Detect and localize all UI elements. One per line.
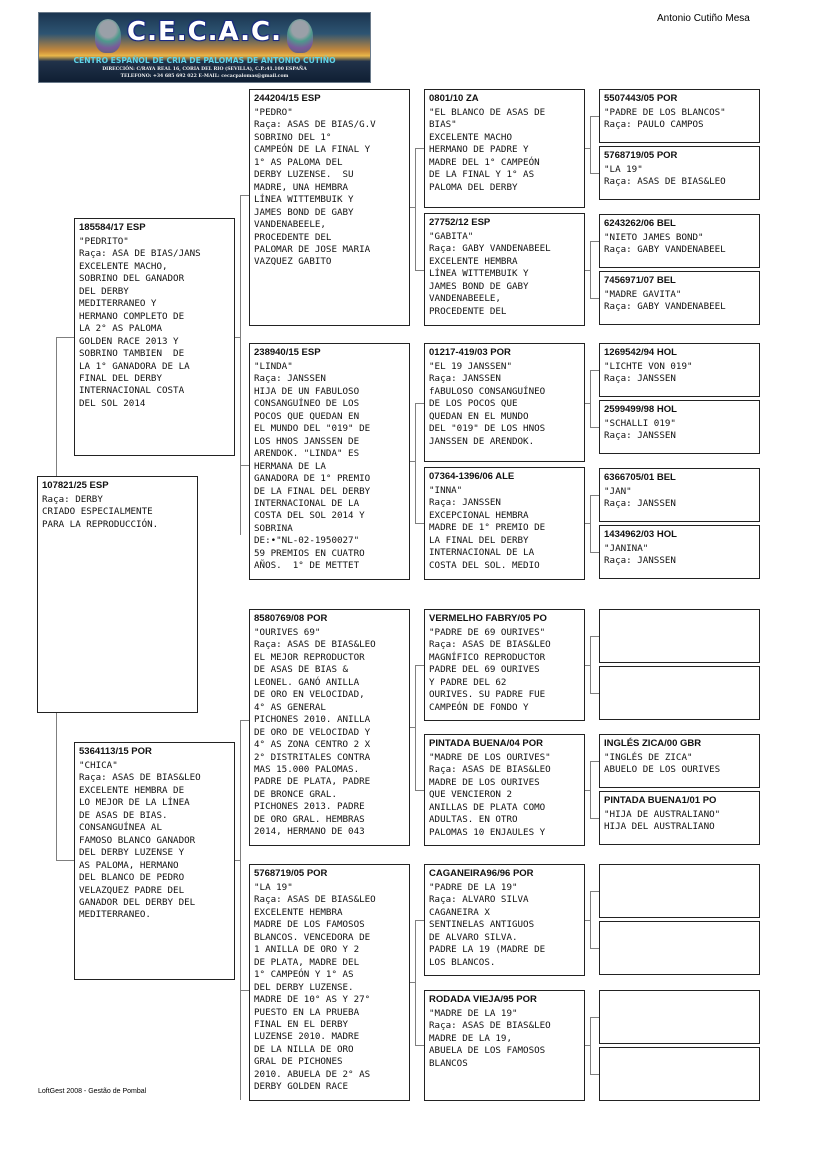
- grandparent-box[interactable]: [249, 864, 410, 1101]
- ring-number: 238940/15 ESP: [254, 347, 321, 358]
- connector-line: [590, 761, 599, 762]
- ring-number: RODADA VIEJA/95 POR: [429, 994, 537, 1005]
- bird-description: "OURIVES 69" Raça: ASAS DE BIAS&LEO EL MEJOR REPRODUCTOR DE ASAS DE BIAS & LEONEL. GANÓ ANILLA DE ORO EN VELOCIDAD, 4° AS GENERAL PICHONES 2010. ANILLA DE ORO DE VELOCIDAD Y 4° AS ZONA CENTRO 2 X 2° DISTRITALES CONTRA MAS 15.000 PALOMAS. PADRE DE PLATA, PADRE DE BRONCE GRAL. PICHONES 2013. PADRE DE ORO GRAL. HEMBRAS 2014, HERMANO DE 043: [254, 627, 376, 838]
- connector-line: [415, 270, 424, 271]
- connector-line: [415, 665, 416, 790]
- bird-description: "NIETO JAMES BOND" Raça: GABY VANDENABEEL: [604, 232, 726, 256]
- grandparent-box[interactable]: [249, 609, 410, 846]
- ring-number: 107821/25 ESP: [42, 480, 109, 491]
- bird-description: "JAN" Raça: JANSSEN: [604, 486, 676, 510]
- bird-description: "SCHALLI 019" Raça: JANSSEN: [604, 418, 676, 442]
- gen4-ancestor-box[interactable]: [599, 734, 760, 788]
- mother-box[interactable]: [74, 742, 235, 980]
- connector-line: [590, 636, 591, 693]
- ring-number: 5768719/05 POR: [254, 868, 328, 879]
- logo-subtitle: CENTRO ESPAÑOL DE CRIA DE PALOMAS DE ANTONIO CUTIÑO: [73, 56, 336, 65]
- ring-number: 5768719/05 POR: [604, 150, 678, 161]
- great-grandparent-box[interactable]: [424, 89, 585, 208]
- ring-number: 07364-1396/06 ALE: [429, 471, 515, 482]
- ring-number: 8580769/08 POR: [254, 613, 328, 624]
- gen4-ancestor-box[interactable]: [599, 609, 760, 663]
- gen4-ancestor-box[interactable]: [599, 791, 760, 845]
- great-grandparent-box[interactable]: [424, 990, 585, 1101]
- bird-description: "LA 19" Raça: ASAS DE BIAS&LEO: [604, 164, 726, 188]
- ring-number: 1434962/03 HOL: [604, 529, 677, 540]
- grandparent-box[interactable]: [249, 89, 410, 326]
- bird-description: "MADRE DE LA 19" Raça: ASAS DE BIAS&LEO MADRE DE LA 19, ABUELA DE LOS FAMOSOS BLANCOS: [429, 1008, 551, 1069]
- ring-number: 2599499/98 HOL: [604, 404, 677, 415]
- bird-description: "LA 19" Raça: ASAS DE BIAS&LEO EXCELENTE HEMBRA MADRE DE LOS FAMOSOS BLANCOS. VENCEDORA DE 1 ANILLA DE ORO Y 2 DE PLATA, MADRE DEL 1° CAMPEÓN Y 1° AS DEL DERBY LUZENSE. MADRE DE 10° AS Y 27° PUESTO EN LA PRUEBA FINAL EN EL DERBY LUZENSE 2010. MADRE DE LA NILLA DE ORO GRAL DE PICHONES 2010. ABUELA DE 2° AS DERBY GOLDEN RACE: [254, 882, 376, 1093]
- connector-line: [415, 148, 424, 149]
- bird-description: "EL BLANCO DE ASAS DE BIAS" EXCELENTE MACHO HERMANO DE PADRE Y MADRE DEL 1° CAMPEÓN DE LA FINAL Y 1° AS PALOMA DEL DERBY: [429, 107, 546, 193]
- connector-line: [590, 495, 599, 496]
- connector-line: [590, 552, 599, 553]
- gen4-ancestor-box[interactable]: [599, 271, 760, 325]
- connector-line: [415, 665, 424, 666]
- bird-description: "GABITA" Raça: GABY VANDENABEEL EXCELENTE HEMBRA LÍNEA WITTEMBUIK Y JAMES BOND DE GABY VANDENABEELE, PROCEDENTE DEL: [429, 231, 551, 317]
- club-logo: [38, 12, 371, 83]
- bird-description: "INNA" Raça: JANSSEN EXCEPCIONAL HEMBRA MADRE DE 1° PREMIO DE LA FINAL DEL DERBY INTERNACIONAL DE LA COSTA DEL SOL. MEDIO: [429, 485, 546, 571]
- bird-description: "PADRE DE LA 19" Raça: ALVARO SILVA CAGANEIRA X SENTINELAS ANTIGUOS DE ALVARO SILVA. PADRE LA 19 (MADRE DE LOS BLANCOS.: [429, 882, 546, 968]
- ring-number: 5364113/15 POR: [79, 746, 152, 757]
- connector-line: [590, 693, 599, 694]
- footer-software: LoftGest 2008 - Gestão de Pombal: [38, 1088, 147, 1095]
- gen4-ancestor-box[interactable]: [599, 214, 760, 268]
- great-grandparent-box[interactable]: [424, 213, 585, 326]
- gen4-ancestor-box[interactable]: [599, 468, 760, 522]
- logo-address: DIRECCIÓN: C/RAYA REAL 16, CORIA DEL RIO (SEVILLA), C.P.:41.100 ESPAÑA: [102, 67, 307, 72]
- ring-number: 6243262/06 BEL: [604, 218, 676, 229]
- grandparent-box[interactable]: [249, 343, 410, 580]
- great-grandparent-box[interactable]: [424, 864, 585, 976]
- great-grandparent-box[interactable]: [424, 467, 585, 580]
- ring-number: 27752/12 ESP: [429, 217, 491, 228]
- connector-line: [415, 403, 424, 404]
- gen4-ancestor-box[interactable]: [599, 1047, 760, 1101]
- ring-number: 6366705/01 BEL: [604, 472, 676, 483]
- connector-line: [415, 523, 424, 524]
- connector-line: [590, 1074, 599, 1075]
- ring-number: 244204/15 ESP: [254, 93, 321, 104]
- connector-line: [240, 990, 249, 991]
- connector-line: [415, 790, 424, 791]
- bird-description: "PEDRITO" Raça: ASA DE BIAS/JANS EXCELENTE MACHO, SOBRINO DEL GANADOR DEL DERBY MEDITERRANEO Y HERMANO COMPLETO DE LA 2° AS PALOMA GOLDEN RACE 2013 Y SOBRINO TAMBIEN DE LA 1° GANADORA DE LA FINAL DEL DERBY INTERNACIONAL COSTA DEL SOL 2014: [79, 236, 201, 409]
- ring-number: 01217-419/03 POR: [429, 347, 511, 358]
- ring-number: PINTADA BUENA1/01 PO: [604, 795, 717, 806]
- connector-line: [590, 891, 599, 892]
- bird-description: "EL 19 JANSSEN" Raça: JANSSEN fABULOSO CONSANGUÍNEO DE LOS POCOS QUE QUEDAN EN EL MUNDO DEL "019" DE LOS HNOS JANSSEN DE ARENDOK.: [429, 361, 546, 447]
- ring-number: 185584/17 ESP: [79, 222, 146, 233]
- owner-name: Antonio Cutiño Mesa: [657, 13, 750, 24]
- bird-description: "PEDRO" Raça: ASAS DE BIAS/G.V SOBRINO DEL 1° CAMPEÓN DE LA FINAL Y 1° AS PALOMA DEL DERBY LUZENSE. SU MADRE, UNA HEMBRA LÍNEA WITTEMBUIK Y JAMES BOND DE GABY VANDENABEELE, PROCEDENTE DEL PALOMAR DE JOSE MARIA VAZQUEZ GABITO: [254, 107, 376, 268]
- ring-number: 7456971/07 BEL: [604, 275, 676, 286]
- ring-number: VERMELHO FABRY/05 PO: [429, 613, 547, 624]
- ring-number: PINTADA BUENA/04 POR: [429, 738, 544, 749]
- connector-line: [590, 173, 599, 174]
- gen4-ancestor-box[interactable]: [599, 343, 760, 397]
- connector-line: [590, 761, 591, 818]
- bird-description: "INGLÉS DE ZICA" ABUELO DE LOS OURIVES: [604, 752, 721, 776]
- ring-number: 0801/10 ZA: [429, 93, 479, 104]
- great-grandparent-box[interactable]: [424, 734, 585, 846]
- connector-line: [590, 370, 599, 371]
- connector-line: [590, 891, 591, 948]
- connector-line: [590, 116, 599, 117]
- gen4-ancestor-box[interactable]: [599, 400, 760, 454]
- connector-line: [415, 1045, 424, 1046]
- connector-line: [56, 713, 57, 861]
- logo-phone: TELEFONO: +34 685 692 022 E-MAIL: cecacpalomas@gmail.com: [120, 74, 289, 79]
- gen4-ancestor-box[interactable]: [599, 921, 760, 975]
- connector-line: [415, 920, 416, 1045]
- connector-line: [415, 148, 416, 270]
- gen4-ancestor-box[interactable]: [599, 89, 760, 143]
- bird-description: Raça: DERBY CRIADO ESPECIALMENTE PARA LA REPRODUCCIÓN.: [42, 494, 159, 530]
- bird-description: "JANINA" Raça: JANSSEN: [604, 543, 676, 567]
- connector-line: [590, 298, 599, 299]
- connector-line: [56, 337, 74, 338]
- connector-line: [590, 818, 599, 819]
- connector-line: [590, 241, 591, 298]
- gen4-ancestor-box[interactable]: [599, 146, 760, 200]
- bird-description: "HIJA DE AUSTRALIANO" HIJA DEL AUSTRALIANO: [604, 809, 721, 833]
- ring-number: CAGANEIRA96/96 POR: [429, 868, 534, 879]
- bird-description: "LINDA" Raça: JANSSEN HIJA DE UN FABULOSO CONSANGUÍNEO DE LOS POCOS QUE QUEDAN EN EL MUNDO DEL "019" DE LOS HNOS JANSSEN DE ARENDOK. "LINDA" ES HERMANA DE LA GANADORA DE 1° PREMIO DE LA FINAL DEL DERBY INTERNACIONAL DE LA COSTA DEL SOL 2014 Y SOBRINA DE:•"NL-02-1950027" 59 PREMIOS EN CUATRO AÑOS. 1° DE METTET: [254, 361, 371, 572]
- connector-line: [415, 403, 416, 523]
- bird-description: "MADRE GAVITA" Raça: GABY VANDENABEEL: [604, 289, 726, 313]
- father-box[interactable]: [74, 218, 235, 456]
- connector-line: [590, 1017, 599, 1018]
- connector-line: [240, 720, 241, 1100]
- ring-number: INGLÉS ZICA/00 GBR: [604, 738, 702, 749]
- connector-line: [240, 195, 249, 196]
- ring-number: 5507443/05 POR: [604, 93, 678, 104]
- great-grandparent-box[interactable]: [424, 609, 585, 721]
- bird-description: "PADRE DE 69 OURIVES" Raça: ASAS DE BIAS&LEO MAGNÍFICO REPRODUCTOR PADRE DEL 69 OURIVES Y PADRE DEL 62 OURIVES. SU PADRE FUE CAMPEÓN DE FONDO Y: [429, 627, 551, 713]
- connector-line: [590, 427, 599, 428]
- connector-line: [590, 636, 599, 637]
- connector-line: [240, 720, 249, 721]
- connector-line: [415, 920, 424, 921]
- bird-description: "PADRE DE LOS BLANCOS" Raça: PAULO CAMPOS: [604, 107, 726, 131]
- connector-line: [590, 241, 599, 242]
- gen4-ancestor-box[interactable]: [599, 666, 760, 720]
- connector-line: [590, 495, 591, 552]
- bird-description: "LICHTE VON 019" Raça: JANSSEN: [604, 361, 693, 385]
- connector-line: [590, 370, 591, 427]
- gen4-ancestor-box[interactable]: [599, 525, 760, 579]
- subject-box[interactable]: [37, 476, 198, 713]
- connector-line: [590, 948, 599, 949]
- gen4-ancestor-box[interactable]: [599, 864, 760, 918]
- connector-line: [240, 465, 249, 466]
- connector-line: [590, 116, 591, 173]
- connector-line: [590, 1017, 591, 1074]
- gen4-ancestor-box[interactable]: [599, 990, 760, 1044]
- logo-title: C.E.C.A.C.: [127, 17, 282, 47]
- connector-line: [56, 860, 74, 861]
- bird-description: "CHICA" Raça: ASAS DE BIAS&LEO EXCELENTE HEMBRA DE LO MEJOR DE LA LÍNEA DE ASAS DE BIAS. CONSANGUÍNEA AL FAMOSO BLANCO GANADOR DEL DERBY LUZENSE Y AS PALOMA, HERMANO DEL BLANCO DE PEDRO VELAZQUEZ PADRE DEL GANADOR DEL DERBY DEL MEDITERRANEO.: [79, 760, 201, 921]
- great-grandparent-box[interactable]: [424, 343, 585, 462]
- connector-line: [240, 195, 241, 535]
- connector-line: [56, 337, 57, 476]
- bird-description: "MADRE DE LOS OURIVES" Raça: ASAS DE BIAS&LEO MADRE DE LOS OURIVES QUE VENCIERON 2 ANILLAS DE PLATA COMO ADULTAS. EN OTRO PALOMAS 10 ENJAULES Y: [429, 752, 551, 838]
- ring-number: 1269542/94 HOL: [604, 347, 677, 358]
